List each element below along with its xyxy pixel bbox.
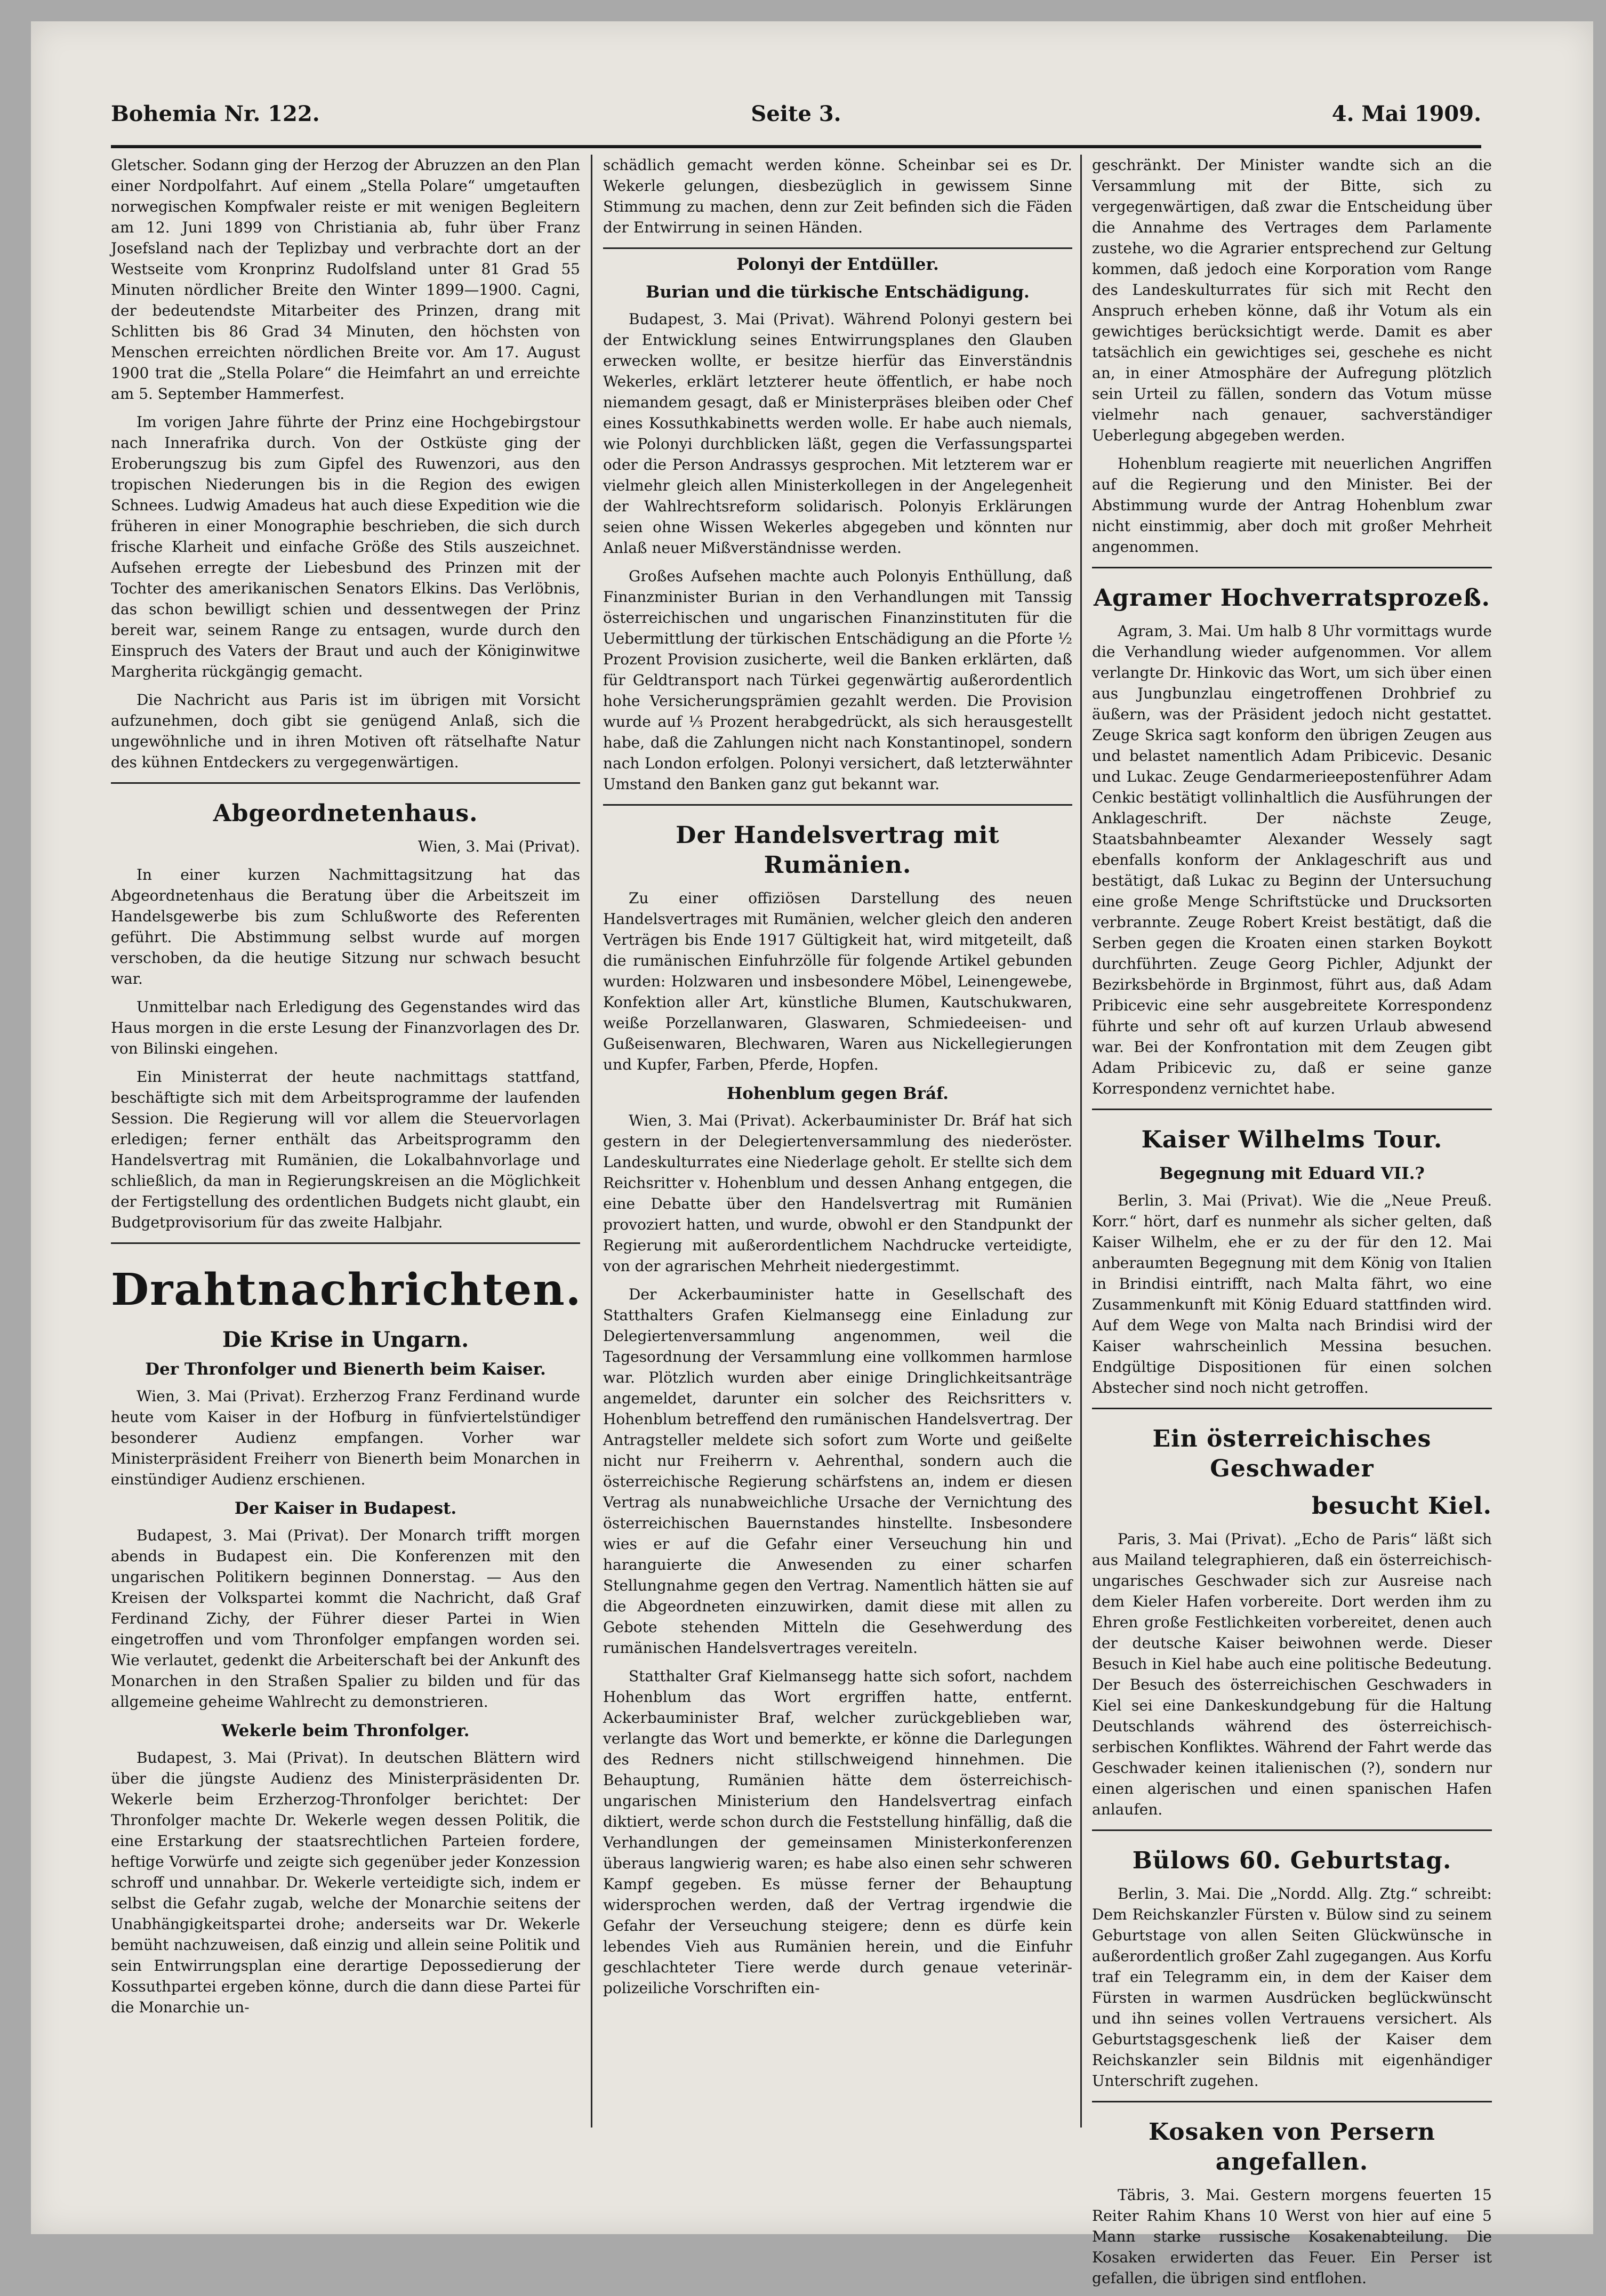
section-title-agramer: Agramer Hochverratsprozeß. (1094, 584, 1490, 612)
section-title-kaiser-wilhelm: Kaiser Wilhelms Tour. (1141, 1126, 1443, 1153)
page-number: Seite 3. (751, 101, 841, 126)
section-divider (1092, 1408, 1492, 1409)
section-divider (603, 247, 1072, 249)
article-text: schädlich gemacht werden könne. Scheinbar sei es Dr. Wekerle gelungen, diesbezüglich in gewissem Sinne Stimmung zu machen, denn zur Zeit befinden sich die Fäden der Entwirrung in seinen Händen. (603, 156, 1072, 236)
subheadline-wekerle: Wekerle beim Thronfolger. (221, 1721, 470, 1740)
article-text: Budapest, 3. Mai (Privat). In deutschen Blättern wird über die jüngste Audienz des Ministerpräsidenten Dr. Wekerle beim Erzherzog-Thronfolger berichtet: Der Thronfolger machte Dr. Wekerle wegen dessen Politik, die eine Erstarkung der staatsrechtlichen Parteien fordere, heftige Vorwürfe und zeigte sich gegenüber jeder Konzession schroff und unnahbar. Dr. Wekerle verteidigte sich, indem er selbst die Gefahr zugab, welche der Monarchie seitens der Unabhängigkeitspartei drohe; anderseits war Dr. Wekerle bemüht nachzuweisen, daß einzig und allein seine Politik und sein Entwirrungsplan eine derartige Depossedierung der Kossuthpartei ergeben könne, durch die dann diese Partei für die Monarchie un- (111, 1749, 580, 2016)
article-text: Berlin, 3. Mai (Privat). Wie die „Neue Preuß. Korr.“ hört, darf es nunmehr als sicher gelten, daß Kaiser Wilhelm, ehe er zu der für den 12. Mai anberaumten Begegnung mit dem König von Italien in Brindisi eintrifft, nach Malta fährt, wo eine Zusammenkunft mit König Eduard stattfinden wird. Auf dem Wege von Malta nach Brindisi wird der Kaiser wahrscheinlich Messina besuchen. Endgültige Dispositionen für einen solchen Abstecher sind noch nicht getroffen. (1092, 1192, 1492, 1396)
article-text: Zu einer offiziösen Darstellung des neuen Handelsvertrages mit Rumänien, welcher gleich den anderen Verträgen bis Ende 1917 Gültigkeit hat, wird mitgeteilt, daß die rumänischen Einfuhrzölle für folgende Artikel gebunden wurden: Holzwaren und insbesondere Möbel, Leinengewebe, Konfektion aller Art, künstliche Blumen, Kautschukwaren, weiße Porzellanwaren, Glaswaren, Schmiedeeisen- und Gußeisenwaren, Blechwaren, Waren aus Nickellegierungen und Kupfer, Farben, Pferde, Hopfen. (603, 889, 1072, 1073)
section-title-geschwader: Ein österreichisches Geschwader (1152, 1425, 1432, 1482)
column-2 (603, 155, 1072, 2006)
column-3 (1092, 155, 1492, 2296)
section-title-drahtnachrichten: Drahtnachrichten. (111, 1264, 582, 1315)
section-divider (1092, 2101, 1492, 2102)
article-text: Statthalter Graf Kielmansegg hatte sich sofort, nachdem Hohenblum das Wort ergriffen hatte, entfernt. Ackerbauminister Braf, welcher zurückgeblieben war, verlangte das Wort und bemerkte, er könne die Darlegungen des Redners nicht stillschweigend hinnehmen. Die Behauptung, Rumänien hätte dem österreichisch-ungarischen Ministerium den Handelsvertrag einfach diktiert, werde schon durch die Feststellung hinfällig, daß die Verhandlungen der gemeinsamen Ministerkonferenzen überaus langwierig waren; es habe also einen sehr schweren Kampf gegeben. Es müsse ferner der Behauptung widersprochen werden, daß der Vertrag irgendwie die Gefahr der Verseuchung steigere; denn es dürfe kein lebendes Vieh aus Rumänien herein, und die Einfuhr geschlachteter Tiere werde durch genaue veterinär-polizeiliche Vorschriften ein- (603, 1667, 1072, 1997)
section-divider (1092, 1829, 1492, 1831)
article-text: Agram, 3. Mai. Um halb 8 Uhr vormittags wurde die Verhandlung wieder aufgenommen. Vor allem verlangte Dr. Hinkovic das Wort, um sich über einen aus Jungbunzlau eingetroffenen Drohbrief zu äußern, was der Präsident jedoch nicht gestattet. Zeuge Skrica sagt konform den übrigen Zeugen aus und belastet namentlich Adam Pribicevic. Desanic und Lukac. Zeuge Gendarmerieepostenführer Adam Cenkic bestätigt vollinhaltlich die Ausführungen der Anklageschrift. Der nächste Zeuge, Staatsbahnbeamter Alexander Wessely sagt ebenfalls konform der Anklageschrift aus und bestätigt, daß Lukac zu Beginn der Untersuchung eine große Menge Schriftstücke und Drucksorten verbrannte. Zeuge Robert Kreist bestätigt, daß die Serben gegen die Kroaten einen starken Boykott durchführten. Zeuge Georg Pichler, Adjunkt der Bezirksbehörde in Brginmost, führt aus, daß Adam Pribicevic eine sehr ausgebreitete Korrespondenz führte und sehr oft auf kurzen Urlaub abwesend war. Bei der Konfrontation mit dem Zeugen gibt Adam Pribicevic zu, daß er seine ganze Korrespondenz vernichtet habe. (1092, 622, 1492, 1097)
section-title-kosaken: Kosaken von Persern angefallen. (1149, 2118, 1435, 2175)
article-text: Großes Aufsehen machte auch Polonyis Enthüllung, daß Finanzminister Burian in den Verhandlungen mit Tanssig österreichischen und ungarischen Finanzinstituten für die Uebermittlung der türkischen Entschädigung an die Pforte ½ Prozent Provision zusicherte, weil die Banken erklärten, daß für Geldtransport nach Türkei gegenwärtig außerordentlich hohe Versicherungsprämien gezahlt werden. Die Provision wurde auf ⅓ Prozent herabgedrückt, als sich herausgestellt habe, daß die Zahlungen nicht nach Konstantinopel, sondern nach London erfolgen. Polonyi versichert, daß letzterwähnter Umstand den Banken ganz gut bekannt war. (603, 567, 1072, 793)
issue-date: 4. Mai 1909. (1331, 101, 1481, 126)
subheadline-hohenblum: Hohenblum gegen Bráf. (726, 1084, 949, 1103)
article-text: Unmittelbar nach Erledigung des Gegenstandes wird das Haus morgen in die erste Lesung der Finanzvorlagen des Dr. von Bilinski eingehen. (111, 998, 580, 1057)
header-rule (111, 145, 1481, 148)
article-text: Der Ackerbauminister hatte in Gesellschaft des Statthalters Grafen Kielmansegg eine Einladung zur Delegiertenversammlung angenommen, weil die Tagesordnung der Versammlung eine vollkommen harmlose war. Plötzlich wurden aber einige Dringlichkeitsanträge angemeldet, darunter ein solcher des Reichsritters v. Hohenblum betreffend den rumänischen Handelsvertrag. Der Antragsteller meldete sich sofort zum Worte und geißelte nicht nur Freiherrn v. Aehrenthal, sondern auch die österreichische Regierung schärfstens an, indem er diesen Vertrag als nunabweichliche Ursache der Vernichtung des österreichischen Bauernstandes hinstellte. Insbesondere wies er auf die Gefahr einer Verseuchung hin und haranguierte die Anwesenden zu einer scharfen Stellungnahme gegen den Vertrag. Namentlich hätten sie auf die Abgeordneten einzuwirken, damit diese mit allen zu Gebote stehenden Mitteln die Gesehwerdung des rumänischen Handelsvertrages vereiteln. (603, 1286, 1072, 1657)
column-1 (111, 155, 580, 2025)
article-text: Hohenblum reagierte mit neuerlichen Angriffen auf die Regierung und den Minister. Bei der Abstimmung wurde der Antrag Hohenblum zwar nicht einstimmig, aber doch mit großer Mehrheit angenommen. (1092, 455, 1492, 556)
article-text: Ein Ministerrat der heute nachmittags stattfand, beschäftigte sich mit dem Arbeitsprogramme der laufenden Session. Die Regierung will vor allem die Steuervorlagen erledigen; ferner enthält das Arbeitsprogramm den Handelsvertrag mit Rumänien, die Lokalbahnvorlage und schließlich, da man in Regierungskreisen an die Möglichkeit der Fertigstellung des ordentlichen Budgets nicht glaubt, ein Budgetprovisorium für das zweite Halbjahr. (111, 1068, 580, 1231)
article-text: geschränkt. Der Minister wandte sich an die Versammlung mit der Bitte, sich zu vergegenwärtigen, daß zwar die Entscheidung über die Annahme des Vertrages dem Parlamente zustehe, wo die Agrarier entsprechend zur Geltung kommen, daß jedoch eine Korporation vom Range des Landeskulturrates für sich mit Recht den Anspruch erheben könne, daß ihr Votum als ein gewichtiges berücksichtigt werde. Damit es aber tatsächlich ein gewichtiges sei, geschehe es nicht an, in einer Atmosphäre der Aufregung plötzlich sein Urteil zu fällen, sondern das Votum müsse vielmehr nach genauer, sachverständiger Ueberlegung abgegeben werden. (1092, 156, 1492, 444)
page-header (111, 101, 1481, 139)
section-divider (1092, 567, 1492, 568)
section-title-bulow: Bülows 60. Geburtstag. (1132, 1847, 1452, 1874)
dateline: Wien, 3. Mai (Privat). (417, 838, 580, 855)
subheadline-eduard: Begegnung mit Eduard VII.? (1159, 1164, 1425, 1183)
section-divider (1092, 1109, 1492, 1110)
headline-krise: Die Krise in Ungarn. (222, 1327, 469, 1352)
subheadline-burian: Burian und die türkische Entschädigung. (646, 283, 1030, 302)
subheadline-kaiser-budapest: Der Kaiser in Budapest. (234, 1499, 457, 1518)
section-title-abgeordnetenhaus: Abgeordnetenhaus. (213, 800, 478, 827)
section-divider (603, 804, 1072, 806)
section-title-handelsvertrag: Der Handelsvertrag mit Rumänien. (676, 822, 1000, 879)
section-divider (111, 1242, 580, 1244)
article-text: Berlin, 3. Mai. Die „Nordd. Allg. Ztg.“ schreibt: Dem Reichskanzler Fürsten v. Bülow sind zu seinem Geburtstage von allen Seiten Glückwünsche in außerordentlich großer Zahl zugegangen. Aus Korfu traf ein Telegramm ein, in dem der Kaiser dem Fürsten in warmen Ausdrücken beglückwünscht und ihn seines vollen Vertrauens versichert. Als Geburtstagsgeschenk ließ der Kaiser dem Reichskanzler sein Bildnis mit eigenhändiger Unterschrift zugehen. (1092, 1885, 1492, 2090)
article-text: Wien, 3. Mai (Privat). Erzherzog Franz Ferdinand wurde heute vom Kaiser in der Hofburg in fünfviertelstündiger besonderer Audienz empfangen. Vorher war Ministerpräsident Freiherr von Bienerth beim Monarchen in einstündiger Audienz erschienen. (111, 1387, 580, 1488)
article-text: Im vorigen Jahre führte der Prinz eine Hochgebirgstour nach Innerafrika durch. Von der Ostküste ging der Eroberungszug bis zum Gipfel des Ruwenzori, aus den tropischen Niederungen bis in die Region des ewigen Schnees. Ludwig Amadeus hat auch diese Expedition wie die früheren in einer Monographie beschrieben, die sich durch frische Klarheit und einfache Größe des Stils auszeichnet. Aufsehen erregte der Liebesbund des Prinzen mit der Tochter des amerikanischen Senators Elkins. Das Verlöbnis, das schon bewilligt schien und dessentwegen der Prinz bereit war, seinem Range zu entsagen, wurde durch den Einspruch des Vaters der Braut und auch der Königinwitwe Margherita rückgängig gemacht. (111, 413, 580, 680)
issue-label: Bohemia Nr. 122. (111, 101, 320, 126)
newspaper-page (31, 21, 1593, 2287)
article-text: Wien, 3. Mai (Privat). Ackerbauminister Dr. Bráf hat sich gestern in der Delegiertenversammlung des niederöster. Landeskulturrates eine Niederlage geholt. Er stellte sich dem Reichsritter v. Hohenblum und dessen Anhang entgegen, die eine Debatte über den Handelsvertrag mit Rumänien provoziert hatten, und wurde, obwohl er den Standpunkt der Regierung mit außerordentlichem Nachdrucke verteidigte, von der agrarischen Mehrheit niedergestimmt. (603, 1112, 1072, 1275)
section-divider (111, 782, 580, 784)
article-text: In einer kurzen Nachmittagsitzung hat das Abgeordnetenhaus die Beratung über die Arbeitszeit im Handelsgewerbe bis zum Schlußworte des Referenten geführt. Die Abstimmung selbst wurde auf morgen verschoben, da die heutige Sitzung nur schwach besucht war. (111, 866, 580, 988)
article-text: Paris, 3. Mai (Privat). „Echo de Paris“ läßt sich aus Mailand telegraphieren, daß ein österreichisch-ungarisches Geschwader sich zur Ausreise nach dem Kieler Hafen vorbereite. Dort werden ihm zu Ehren große Festlichkeiten vorbereitet, denen auch der deutsche Kaiser beiwohnen werde. Dieser Besuch in Kiel habe auch eine politische Bedeutung. Der Besuch des österreichischen Geschwaders in Kiel sei eine Dankeskundgebung für die Haltung Deutschlands während des österreichisch-serbischen Konfliktes. Während der Fahrt werde das Geschwader keinen italienischen (?), sondern nur einen algerischen und einen spanischen Hafen anlaufen. (1092, 1530, 1492, 1818)
article-text: Budapest, 3. Mai (Privat). Während Polonyi gestern bei der Entwicklung seines Entwirrungsplanes den Glauben erwecken wollte, er besitze hierfür das Einverständnis Wekerles, erklärt letzterer heute öffentlich, er habe noch niemandem gesagt, daß er Ministerpräses bleiben oder Chef eines Kossuthkabinetts werden wolle. Er habe auch niemals, wie Polonyi durchblicken läßt, gegen die Verfassungspartei oder die Person Andrassys gesprochen. Mit letzterem war er vielmehr gleich allen Ministerkollegen in der Angelegenheit der Wahlrechtsreform solidarisch. Polonyis Erklärungen seien ohne Wissen Wekerles abgegeben und könnten nur Anlaß neuer Mißverständnisse werden. (603, 310, 1072, 557)
column-rule-2 (1080, 155, 1082, 2128)
subheadline-polonyi: Polonyi der Entdüller. (736, 255, 939, 274)
article-text: Budapest, 3. Mai (Privat). Der Monarch trifft morgen abends in Budapest ein. Die Konferenzen mit den ungarischen Politikern beginnen Donnerstag. — Aus den Kreisen der Volkspartei kommt die Nachricht, daß Graf Ferdinand Zichy, der Führer dieser Partei in Wien eingetroffen und vom Thronfolger empfangen worden sei. Wie verlautet, gedenkt die Arbeiterschaft bei der Ankunft des Monarchen in den Straßen Spalier zu bilden und für das allgemeine geheime Wahlrecht zu demonstrieren. (111, 1527, 580, 1711)
article-text: Täbris, 3. Mai. Gestern morgens feuerten 15 Reiter Rahim Khans 10 Werst von hier auf eine 5 Mann starke russische Kosakenabteilung. Die Kosaken erwiderten das Feuer. Ein Perser ist gefallen, die übrigen sind entflohen. (1092, 2186, 1492, 2287)
article-text: Die Nachricht aus Paris ist im übrigen mit Vorsicht aufzunehmen, doch gibt sie genügend Anlaß, sich die ungewöhnliche und in ihren Motiven oft rätselhafte Natur des kühnen Entdeckers zu vergegenwärtigen. (111, 691, 580, 771)
column-rule-1 (591, 155, 592, 2128)
section-title-geschwader-2: besucht Kiel. (1312, 1492, 1492, 1520)
article-text: Gletscher. Sodann ging der Herzog der Abruzzen an den Plan einer Nordpolfahrt. Auf einem „Stella Polare“ umgetauften norwegischen Kompfwaler reiste er mit wenigen Begleitern am 12. Juni 1899 von Christiania ab, fuhr über Franz Josefsland nach der Teplizbay und verbrachte dort an der Westseite vom Kronprinz Rudolfsland unter 81 Grad 55 Minuten nördlicher Breite den Winter 1899—1900. Cagni, der bedeutendste Mitarbeiter des Prinzen, drang mit Schlitten bis 86 Grad 34 Minuten, den höchsten von Menschen erreichten nördlichen Breite vor. Am 17. August 1900 trat die „Stella Polare“ die Heimfahrt an und erreichte am 5. September Hammerfest. (111, 156, 580, 403)
subheadline-thronfolger: Der Thronfolger und Bienerth beim Kaiser. (145, 1360, 546, 1379)
